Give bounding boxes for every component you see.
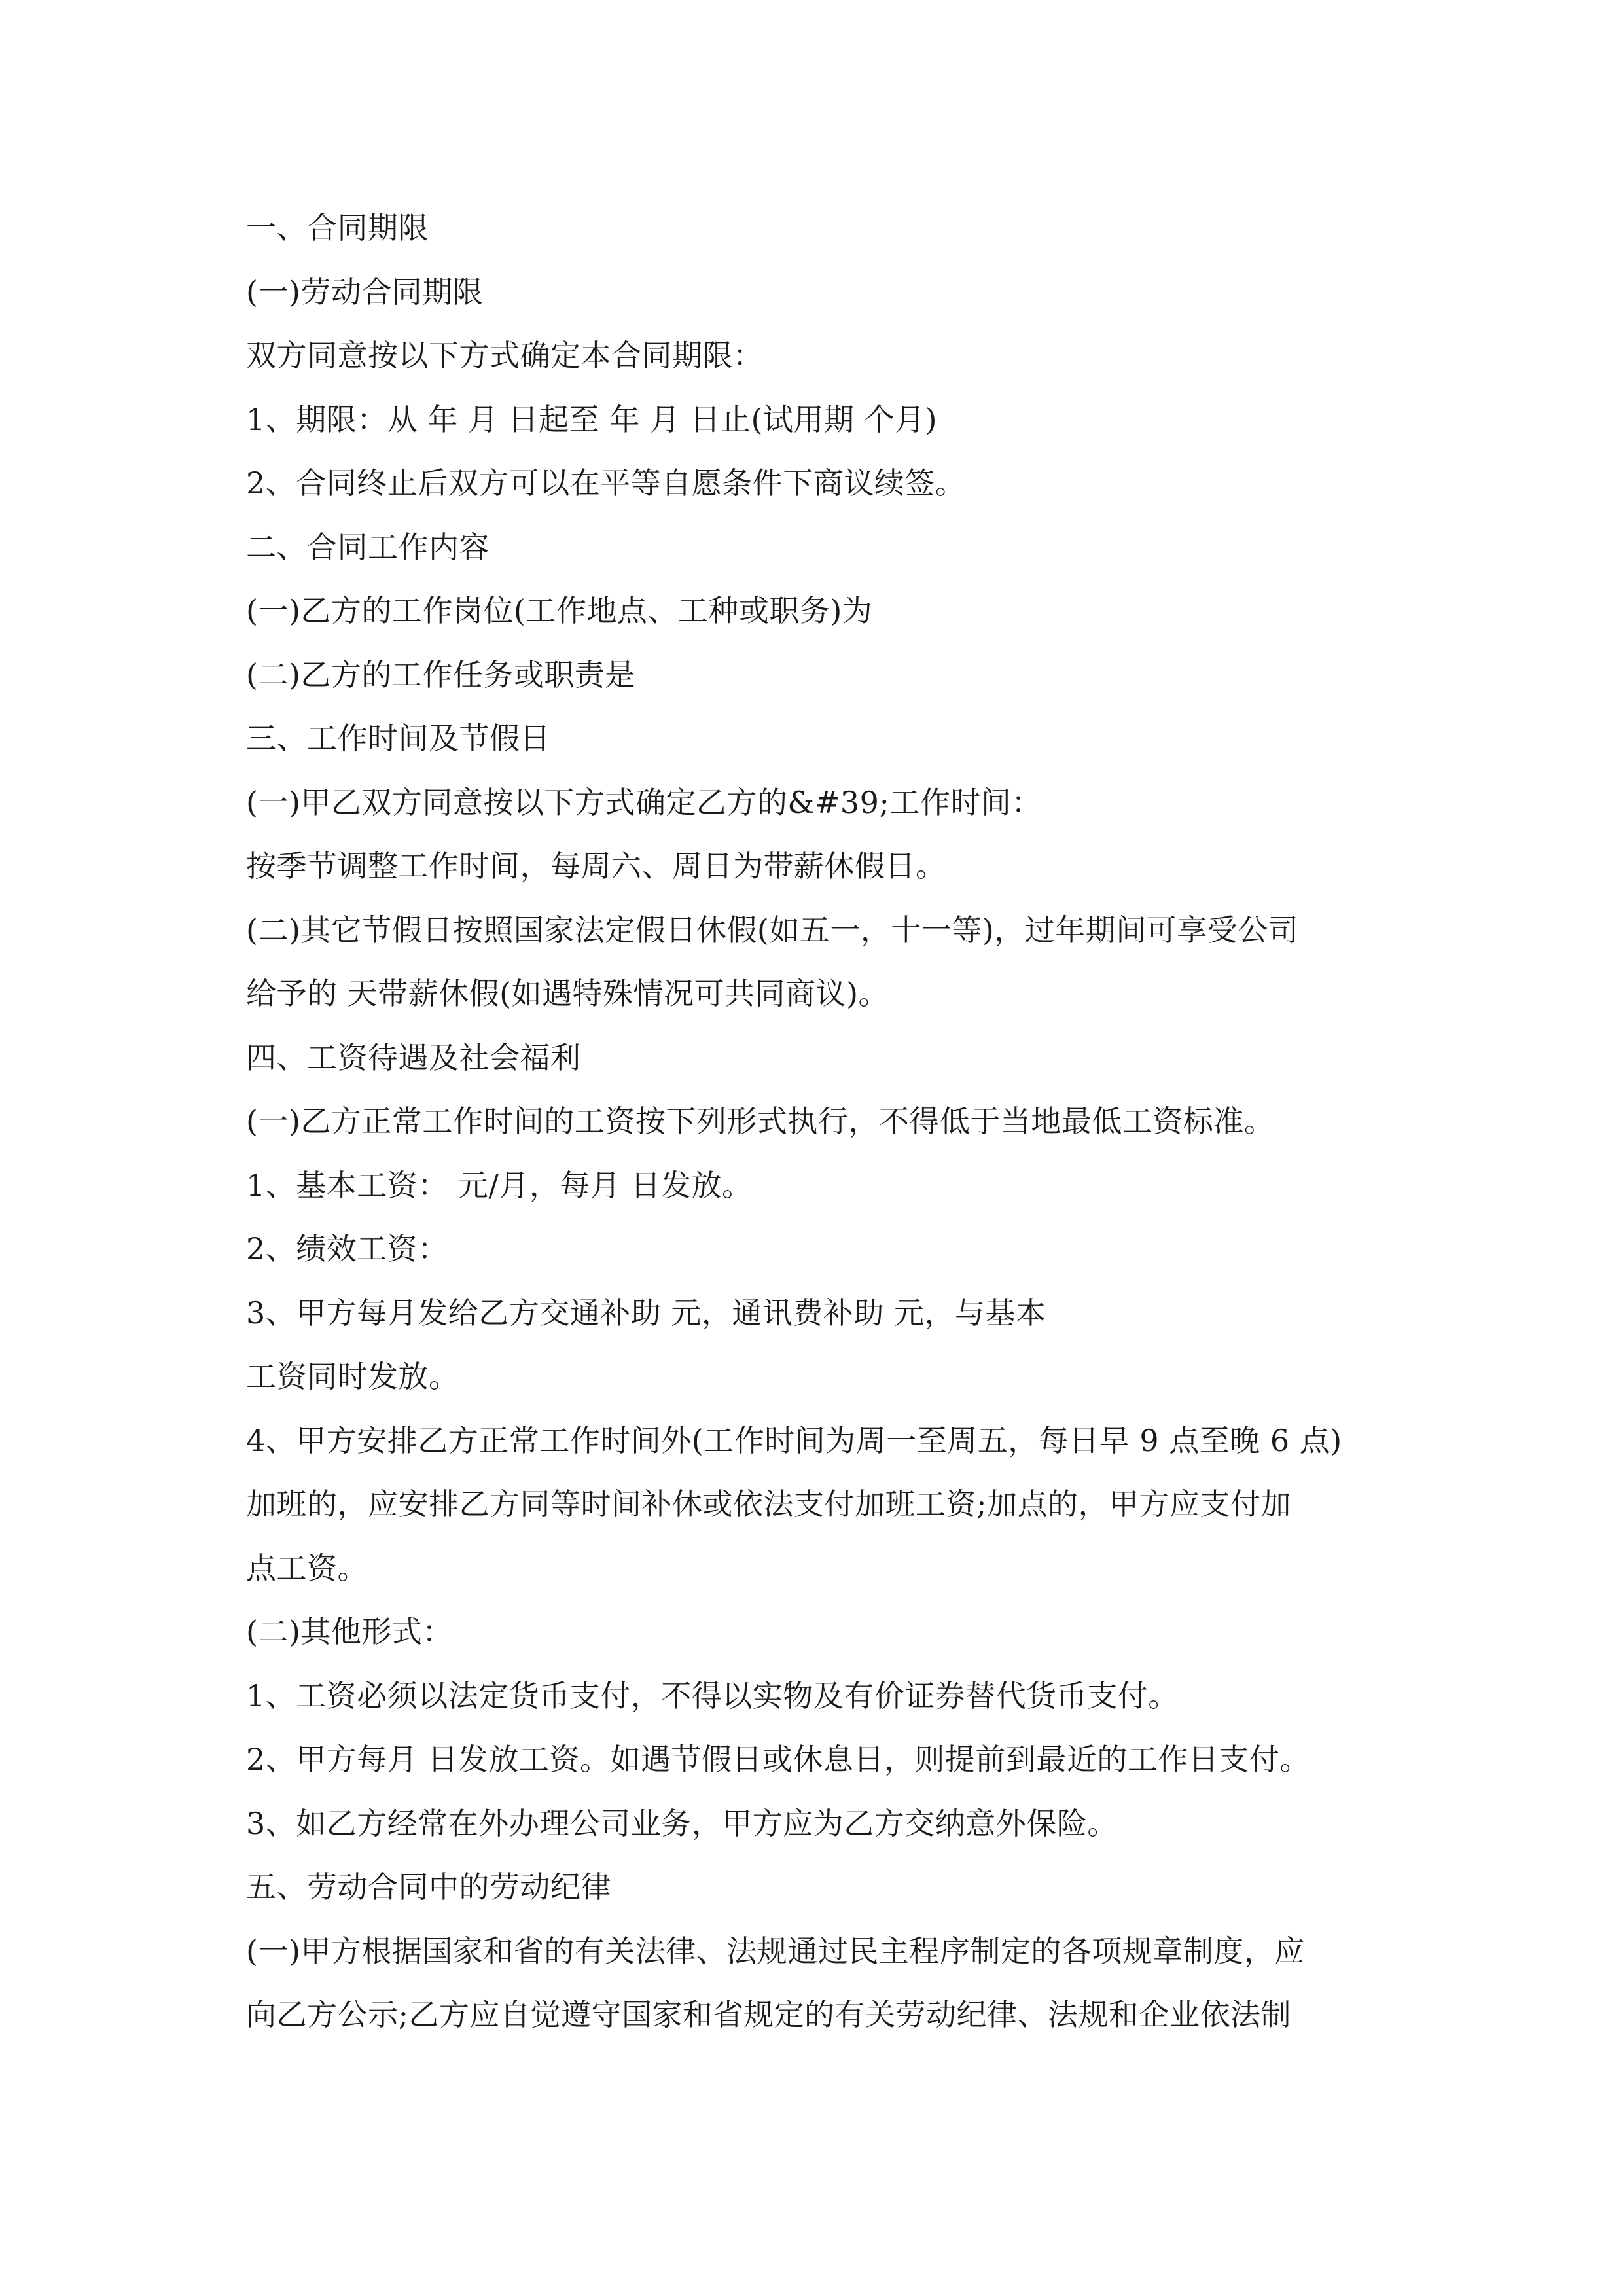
- paragraph-line: 1、期限：从 年 月 日起至 年 月 日止(试用期 个月): [246, 401, 938, 437]
- paragraph-line: (一)乙方正常工作时间的工资按下列形式执行，不得低于当地最低工资标准。: [246, 1103, 1275, 1139]
- section-heading-work-hours: 三、工作时间及节假日: [246, 721, 550, 756]
- paragraph-line: (一)乙方的工作岗位(工作地点、工种或职务)为: [246, 593, 873, 628]
- paragraph-line: 3、甲方每月发给乙方交通补助 元，通讯费补助 元，与基本: [246, 1295, 1046, 1331]
- paragraph-line: 1、基本工资： 元/月，每月 日发放。: [246, 1167, 753, 1203]
- paragraph-line: 双方同意按以下方式确定本合同期限：: [246, 338, 764, 373]
- paragraph-line: 2、绩效工资：: [246, 1231, 448, 1266]
- paragraph-line: 工资同时发放。: [246, 1359, 459, 1394]
- paragraph-line: 2、合同终止后双方可以在平等自愿条件下商议续签。: [246, 465, 966, 501]
- paragraph-line: (二)其它节假日按照国家法定假日休假(如五一，十一等)，过年期间可享受公司: [246, 912, 1299, 948]
- paragraph-line: 1、工资必须以法定货币支付，不得以实物及有价证券替代货币支付。: [246, 1677, 1179, 1713]
- paragraph-line: (二)乙方的工作任务或职责是: [246, 656, 635, 692]
- paragraph-line: 3、如乙方经常在外办理公司业务，甲方应为乙方交纳意外保险。: [246, 1805, 1118, 1841]
- paragraph-line: 4、甲方安排乙方正常工作时间外(工作时间为周一至周五，每日早 9 点至晚 6 点): [246, 1422, 1342, 1458]
- paragraph-line: (一)甲乙双方同意按以下方式确定乙方的&#39;工作时间：: [246, 784, 1042, 820]
- subheading-other-forms: (二)其他形式：: [246, 1614, 453, 1649]
- paragraph-line: (一)甲方根据国家和省的有关法律、法规通过民主程序制定的各项规章制度，应: [246, 1933, 1305, 1969]
- section-heading-work-content: 二、合同工作内容: [246, 529, 490, 565]
- section-heading-labor-discipline: 五、劳动合同中的劳动纪律: [246, 1869, 611, 1905]
- paragraph-line: 按季节调整工作时间，每周六、周日为带薪休假日。: [246, 848, 946, 884]
- paragraph-line: 2、甲方每月 日发放工资。如遇节假日或休息日，则提前到最近的工作日支付。: [246, 1742, 1310, 1777]
- document-body: [246, 196, 1411, 2047]
- paragraph-line: 给予的 天带薪休假(如遇特殊情况可共同商议)。: [246, 976, 889, 1011]
- subheading-labor-contract-term: (一)劳动合同期限: [246, 274, 484, 310]
- paragraph-line: 加班的，应安排乙方同等时间补休或依法支付加班工资;加点的，甲方应支付加: [246, 1486, 1291, 1522]
- paragraph-line: 点工资。: [246, 1550, 368, 1586]
- paragraph-line: 向乙方公示;乙方应自觉遵守国家和省规定的有关劳动纪律、法规和企业依法制: [246, 1997, 1291, 2032]
- section-heading-contract-term: 一、合同期限: [246, 210, 429, 245]
- section-heading-wages-welfare: 四、工资待遇及社会福利: [246, 1039, 581, 1075]
